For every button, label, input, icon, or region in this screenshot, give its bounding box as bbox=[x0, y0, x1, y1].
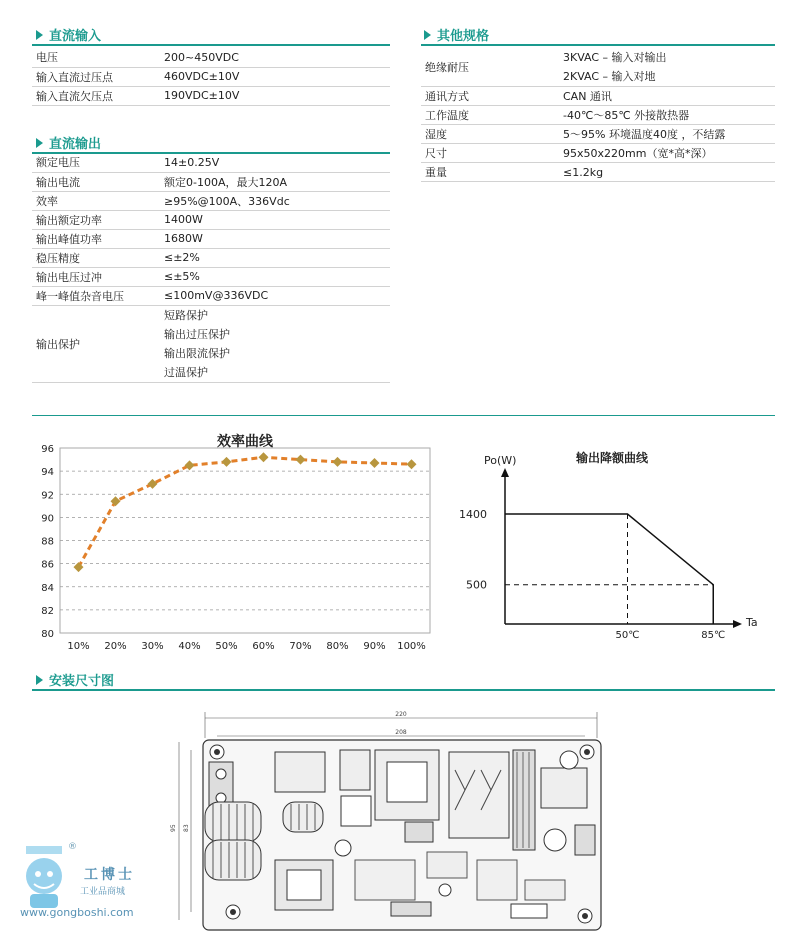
spec-row bbox=[421, 106, 775, 125]
spec-key: 通讯方式 bbox=[421, 87, 559, 106]
spec-row bbox=[32, 229, 390, 248]
spec-value: -40℃～85℃ 外接散热器 bbox=[559, 106, 775, 125]
y-axis-arrow-icon bbox=[501, 468, 509, 477]
spec-row bbox=[32, 67, 390, 86]
spec-value: 5～95% 环境温度40度 ，不结露 bbox=[559, 125, 775, 144]
dim-total: 220 bbox=[395, 711, 407, 718]
watermark-brand: 工博士 bbox=[84, 867, 135, 883]
spec-value-line: 过温保护 bbox=[164, 365, 208, 379]
y-tick-label: 84 bbox=[41, 582, 54, 594]
arrow-right-icon bbox=[36, 138, 43, 148]
efficiency-data-point bbox=[148, 479, 158, 489]
spec-row bbox=[32, 172, 390, 191]
spec-key: 效率 bbox=[32, 191, 160, 210]
dim-height-outer: 95 bbox=[170, 824, 177, 832]
spec-key: 输出峰值功率 bbox=[32, 229, 160, 248]
spec-row bbox=[421, 87, 775, 106]
spec-value: ≤100mV@336VDC bbox=[160, 286, 390, 305]
spec-row bbox=[421, 125, 775, 144]
spec-value: 14±0.25V bbox=[160, 153, 390, 172]
spec-key: 尺寸 bbox=[421, 144, 559, 163]
derating-chart-title: 输出降额曲线 bbox=[575, 451, 649, 465]
arrow-right-icon bbox=[36, 30, 43, 40]
efficiency-data-point bbox=[185, 460, 195, 470]
spec-value: 200~450VDC bbox=[160, 48, 390, 67]
spec-key: 重量 bbox=[421, 163, 559, 182]
watermark-logo bbox=[16, 842, 80, 912]
x-tick-label: 50% bbox=[215, 641, 238, 652]
y-tick-label: 1400 bbox=[459, 508, 487, 521]
spec-value-line: 2KVAC – 输入对地 bbox=[563, 70, 656, 83]
spec-key: 输出保护 bbox=[32, 305, 160, 382]
spec-row bbox=[32, 248, 390, 267]
efficiency-data-point bbox=[407, 459, 417, 469]
dc-output-table bbox=[32, 153, 390, 383]
efficiency-series-line bbox=[79, 457, 412, 567]
efficiency-data-point bbox=[259, 452, 269, 462]
spec-key: 峰一峰值杂音电压 bbox=[32, 286, 160, 305]
x-tick-label: 90% bbox=[363, 641, 386, 652]
spec-key: 输入直流过压点 bbox=[32, 67, 160, 86]
section-divider bbox=[32, 415, 775, 416]
dc-input-rule bbox=[32, 44, 390, 46]
x-tick-label: 85℃ bbox=[701, 630, 726, 641]
spec-value: ≤±5% bbox=[160, 267, 390, 286]
spec-key: 输入直流欠压点 bbox=[32, 86, 160, 105]
mascot-icon bbox=[16, 842, 80, 912]
spec-row bbox=[32, 153, 390, 172]
y-tick-label: 92 bbox=[41, 490, 54, 502]
dc-input-table bbox=[32, 48, 390, 106]
efficiency-data-point bbox=[296, 455, 306, 465]
efficiency-data-point bbox=[333, 457, 343, 467]
other-specs-table bbox=[421, 48, 775, 182]
efficiency-chart-title: 效率曲线 bbox=[217, 434, 273, 450]
spec-value bbox=[160, 305, 390, 382]
y-tick-label: 500 bbox=[466, 578, 487, 592]
x-tick-label: 40% bbox=[178, 641, 201, 652]
spec-value: 1680W bbox=[160, 229, 390, 248]
y-tick-label: 94 bbox=[41, 467, 54, 479]
dc-input-title: 直流输入 bbox=[36, 25, 101, 44]
spec-key: 湿度 bbox=[421, 125, 559, 144]
x-tick-label: 10% bbox=[67, 641, 90, 652]
install-title: 安装尺寸图 bbox=[36, 670, 114, 689]
dc-output-title: 直流输出 bbox=[36, 133, 101, 152]
spec-key: 稳压精度 bbox=[32, 248, 160, 267]
x-tick-label: 50℃ bbox=[615, 630, 640, 641]
spec-row bbox=[32, 305, 390, 382]
spec-value: CAN 通讯 bbox=[559, 87, 775, 106]
spec-row bbox=[32, 86, 390, 105]
other-specs-rule bbox=[421, 44, 775, 46]
arrow-right-icon bbox=[36, 675, 43, 685]
spec-row bbox=[32, 286, 390, 305]
derating-ylabel: Po(W) bbox=[484, 454, 517, 467]
x-tick-label: 80% bbox=[326, 641, 349, 652]
spec-value: 1400W bbox=[160, 210, 390, 229]
spec-value: 95x50x220mm（宽*高*深） bbox=[559, 144, 775, 163]
derating-chart bbox=[459, 446, 760, 641]
spec-row bbox=[32, 267, 390, 286]
x-tick-label: 70% bbox=[289, 641, 312, 652]
spec-value: 460VDC±10V bbox=[160, 67, 390, 86]
watermark-reg: ® bbox=[68, 842, 77, 852]
efficiency-chart bbox=[30, 428, 440, 652]
spec-value bbox=[559, 48, 775, 87]
spec-row bbox=[421, 144, 775, 163]
spec-key: 输出电压过冲 bbox=[32, 267, 160, 286]
y-tick-label: 86 bbox=[41, 559, 54, 571]
arrow-right-icon bbox=[424, 30, 431, 40]
spec-key: 工作温度 bbox=[421, 106, 559, 125]
spec-key: 电压 bbox=[32, 48, 160, 67]
spec-key: 输出额定功率 bbox=[32, 210, 160, 229]
derating-xlabel: Ta bbox=[746, 616, 758, 629]
x-tick-label: 30% bbox=[141, 641, 164, 652]
spec-value: ≤±2% bbox=[160, 248, 390, 267]
efficiency-data-point bbox=[370, 458, 380, 468]
y-tick-label: 96 bbox=[41, 444, 54, 455]
spec-value: 额定0-100A，最大120A bbox=[160, 172, 390, 191]
x-tick-label: 100% bbox=[397, 641, 426, 652]
spec-value: ≤1.2kg bbox=[559, 163, 775, 182]
spec-row bbox=[421, 163, 775, 182]
y-tick-label: 88 bbox=[41, 536, 54, 548]
spec-row bbox=[32, 210, 390, 229]
y-tick-label: 82 bbox=[41, 605, 54, 617]
spec-row bbox=[32, 48, 390, 67]
other-specs-title: 其他规格 bbox=[424, 25, 489, 44]
watermark-sub: 工业品商城 bbox=[80, 887, 126, 897]
efficiency-data-point bbox=[222, 457, 232, 467]
spec-value: ≥95%@100A、336Vdc bbox=[160, 191, 390, 210]
x-tick-label: 60% bbox=[252, 641, 275, 652]
y-tick-label: 90 bbox=[41, 513, 54, 525]
y-tick-label: 80 bbox=[41, 629, 54, 640]
spec-row bbox=[32, 191, 390, 210]
spec-key: 额定电压 bbox=[32, 153, 160, 172]
watermark-url: www.gongboshi.com bbox=[20, 906, 134, 919]
x-tick-label: 20% bbox=[104, 641, 127, 652]
dim-inner: 208 bbox=[395, 729, 407, 736]
spec-value-line: 3KVAC – 输入对输出 bbox=[563, 51, 667, 64]
spec-value: 190VDC±10V bbox=[160, 86, 390, 105]
installation-drawing bbox=[165, 690, 645, 935]
spec-value-line: 输出过压保护 bbox=[164, 327, 230, 341]
x-axis-arrow-icon bbox=[733, 620, 742, 628]
spec-key: 绝缘耐压 bbox=[421, 48, 559, 87]
dim-height-inner: 83 bbox=[183, 824, 190, 832]
spec-row bbox=[421, 48, 775, 87]
derating-curve bbox=[505, 514, 713, 624]
spec-value-line: 输出限流保护 bbox=[164, 346, 230, 360]
spec-key: 输出电流 bbox=[32, 172, 160, 191]
spec-value-line: 短路保护 bbox=[164, 308, 208, 322]
